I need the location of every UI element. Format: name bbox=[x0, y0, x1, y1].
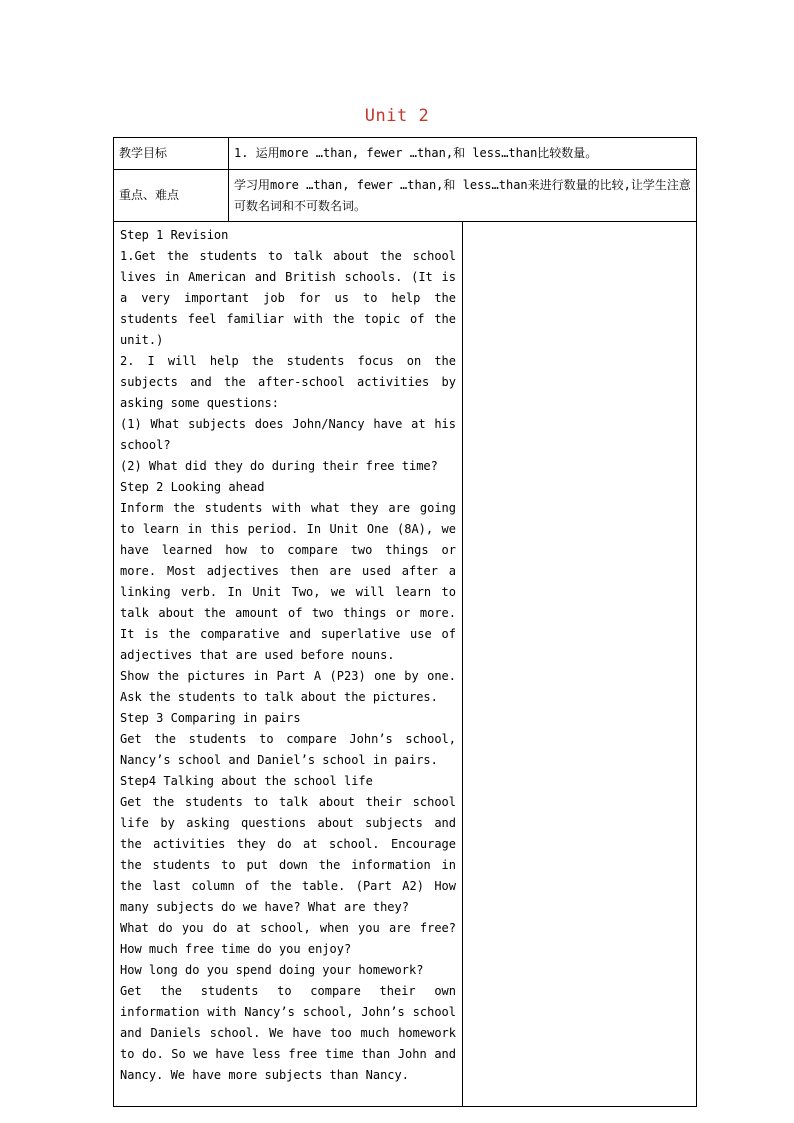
table-row-key-points bbox=[114, 170, 697, 222]
objectives-label: 教学目标 bbox=[114, 138, 229, 170]
procedure-line: Get the students to compare John’s school, Nancy’s school and Daniel’s school in pairs. bbox=[120, 732, 456, 767]
notes-cell bbox=[463, 222, 697, 1107]
procedure-line: How long do you spend doing your homework? bbox=[120, 963, 424, 977]
table-row-procedure bbox=[114, 222, 697, 1107]
procedure-line: Inform the students with what they are going to learn in this period. In Unit One (8A), we have learned how to compare two things or more. Most adjectives then are used after a linking verb. In Unit Two, we will learn to talk about the amount of two things or more. It is the comparative and superlative use of adjectives that are used before nouns. bbox=[120, 501, 456, 662]
procedure-line: 2. I will help the students focus on the subjects and the after-school activities by asking some questions: bbox=[120, 354, 456, 410]
procedure-line: What do you do at school, when you are free? How much free time do you enjoy? bbox=[120, 921, 456, 956]
procedure-line: 1.Get the students to talk about the school lives in American and British schools. (It is a very important job for us to help the students feel familiar with the topic of the unit.) bbox=[120, 249, 456, 347]
table-row-objectives bbox=[114, 138, 697, 170]
procedure-line: Get the students to talk about their school life by asking questions about subjects and the activities they do at school. Encourage the students to put down the information in the last column of the table. (Part A2) How many subjects do we have? What are they? bbox=[120, 795, 456, 914]
procedure-line: Show the pictures in Part A (P23) one by one. Ask the students to talk about the pictures. bbox=[120, 669, 456, 704]
key-points-label: 重点、难点 bbox=[114, 170, 229, 222]
procedure-line: (2) What did they do during their free time? bbox=[120, 459, 438, 473]
procedure-cell bbox=[114, 222, 463, 1107]
page-title: Unit 2 bbox=[364, 106, 430, 126]
procedure-line: Step 1 Revision bbox=[120, 228, 229, 242]
procedure-line: Step 3 Comparing in pairs bbox=[120, 711, 301, 725]
key-points-content: 学习用more …than, fewer …than,和 less…than来进行数量的比较,让学生注意可数名词和不可数名词。 bbox=[229, 170, 697, 222]
lesson-plan-table bbox=[113, 137, 697, 1107]
procedure-line: Get the students to compare their own information with Nancy’s school, John’s school and Daniels school. We have too much homework to do. So we have less free time than John and Nancy. We have more subjects than Nancy. bbox=[120, 984, 456, 1082]
procedure-line: (1) What subjects does John/Nancy have at his school? bbox=[120, 417, 456, 452]
procedure-line: Step4 Talking about the school life bbox=[120, 774, 373, 788]
objectives-content: 1. 运用more …than, fewer …than,和 less…than比较数量。 bbox=[229, 138, 697, 170]
procedure-line: Step 2 Looking ahead bbox=[120, 480, 265, 494]
